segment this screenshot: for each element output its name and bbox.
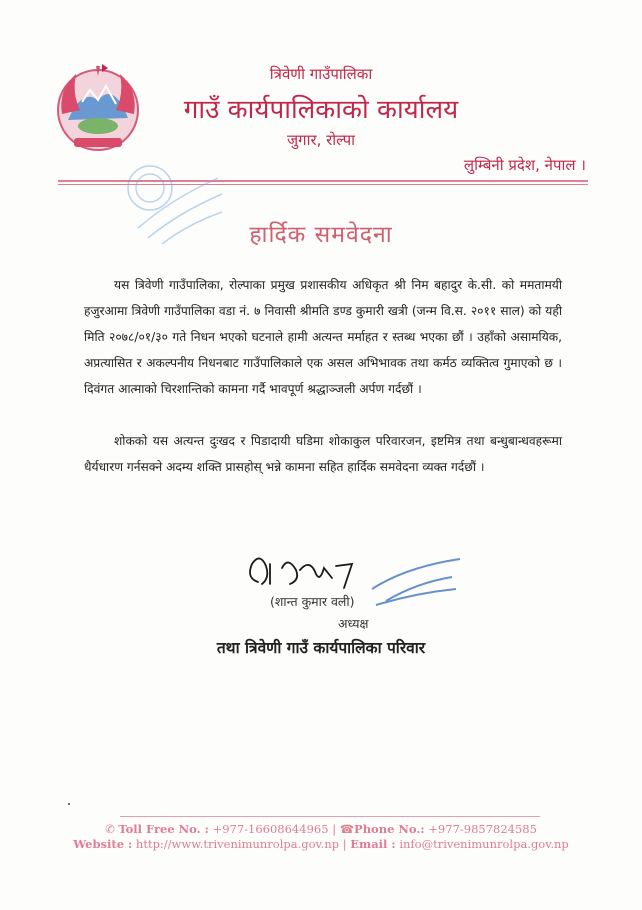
website-label: Website : bbox=[73, 837, 133, 851]
phone-label: Phone No.: bbox=[354, 822, 425, 836]
email-address[interactable]: info@trivenimunrolpa.gov.np bbox=[399, 837, 569, 851]
website-url[interactable]: http://www.trivenimunrolpa.gov.np bbox=[135, 837, 340, 851]
stray-mark bbox=[68, 803, 70, 805]
phone-number: +977-9857824585 bbox=[428, 822, 537, 836]
office-address: जुगार, रोल्पा bbox=[287, 131, 355, 149]
telephone-icon: ☎ bbox=[339, 822, 355, 836]
signatory-title: अध्यक्ष bbox=[338, 616, 369, 631]
province-name: लुम्बिनी प्रदेश, नेपाल । bbox=[463, 156, 586, 174]
footer-divider bbox=[120, 816, 540, 817]
signatory-name: (शान्त कुमार वली) bbox=[270, 594, 355, 609]
body-paragraph-2: शोकको यस अत्यन्त दुःखद र पिडादायी घडिमा शोकाकुल परिवारजन, इष्टमित्र तथा बन्धुबान्धवहरूमा धैर्यधारण गर्नसक्ने अदम्य शक्ति प्रासहोस् भन्ने कामना सहित हार्दिक समवेदना व्यक्त गर्दछौं । bbox=[84, 434, 562, 474]
footer-separator: | bbox=[332, 822, 340, 836]
office-name: गाउँ कार्यपालिकाको कार्यालय bbox=[183, 95, 459, 125]
footer-contact-line bbox=[0, 822, 642, 836]
footer-separator: | bbox=[342, 837, 351, 851]
handwritten-signature bbox=[240, 548, 370, 592]
email-label: Email : bbox=[350, 837, 396, 851]
document-heading: हार्दिक समवेदना bbox=[249, 222, 393, 248]
toll-free-label: Toll Free No. : bbox=[118, 822, 209, 836]
toll-free-number: +977-16608644965 bbox=[212, 822, 329, 836]
footer-web-line bbox=[0, 837, 642, 851]
municipality-name: त्रिवेणी गाउँपालिका bbox=[269, 65, 373, 83]
name-stamp bbox=[366, 553, 466, 613]
signatory-organization: तथा त्रिवेणी गाउँ कार्यपालिका परिवार bbox=[216, 639, 426, 657]
body-paragraph-1: यस त्रिवेणी गाउँपालिका, रोल्पाका प्रमुख प्रशासकीय अधिकृत श्री निम बहादुर के.सी. को ममतामयी हजुरआमा त्रिवेणी गाउँपालिका वडा नं. ७ निवासी श्रीमति डण्ड कुमारी खत्री (जन्म वि.स. २०११ साल) को यही मिति २०७८/०१/३० गते निधन भएको घटनाले हामी अत्यन्त मर्माहत र स्तब्ध भएका छौं । उहाँको असामयिक, अप्रत्यासित र अकल्पनीय निधनबाट गाउँपालिकाले एक असल अभिभावक तथा कर्मठ व्यक्तित्व गुमाएको छ । दिवंगत आत्माको चिरशान्तिको कामना गर्दै भावपूर्ण श्रद्धाञ्जली अर्पण गर्दछौं । bbox=[84, 278, 562, 396]
telephone-circle-icon: ✆ bbox=[105, 822, 115, 836]
